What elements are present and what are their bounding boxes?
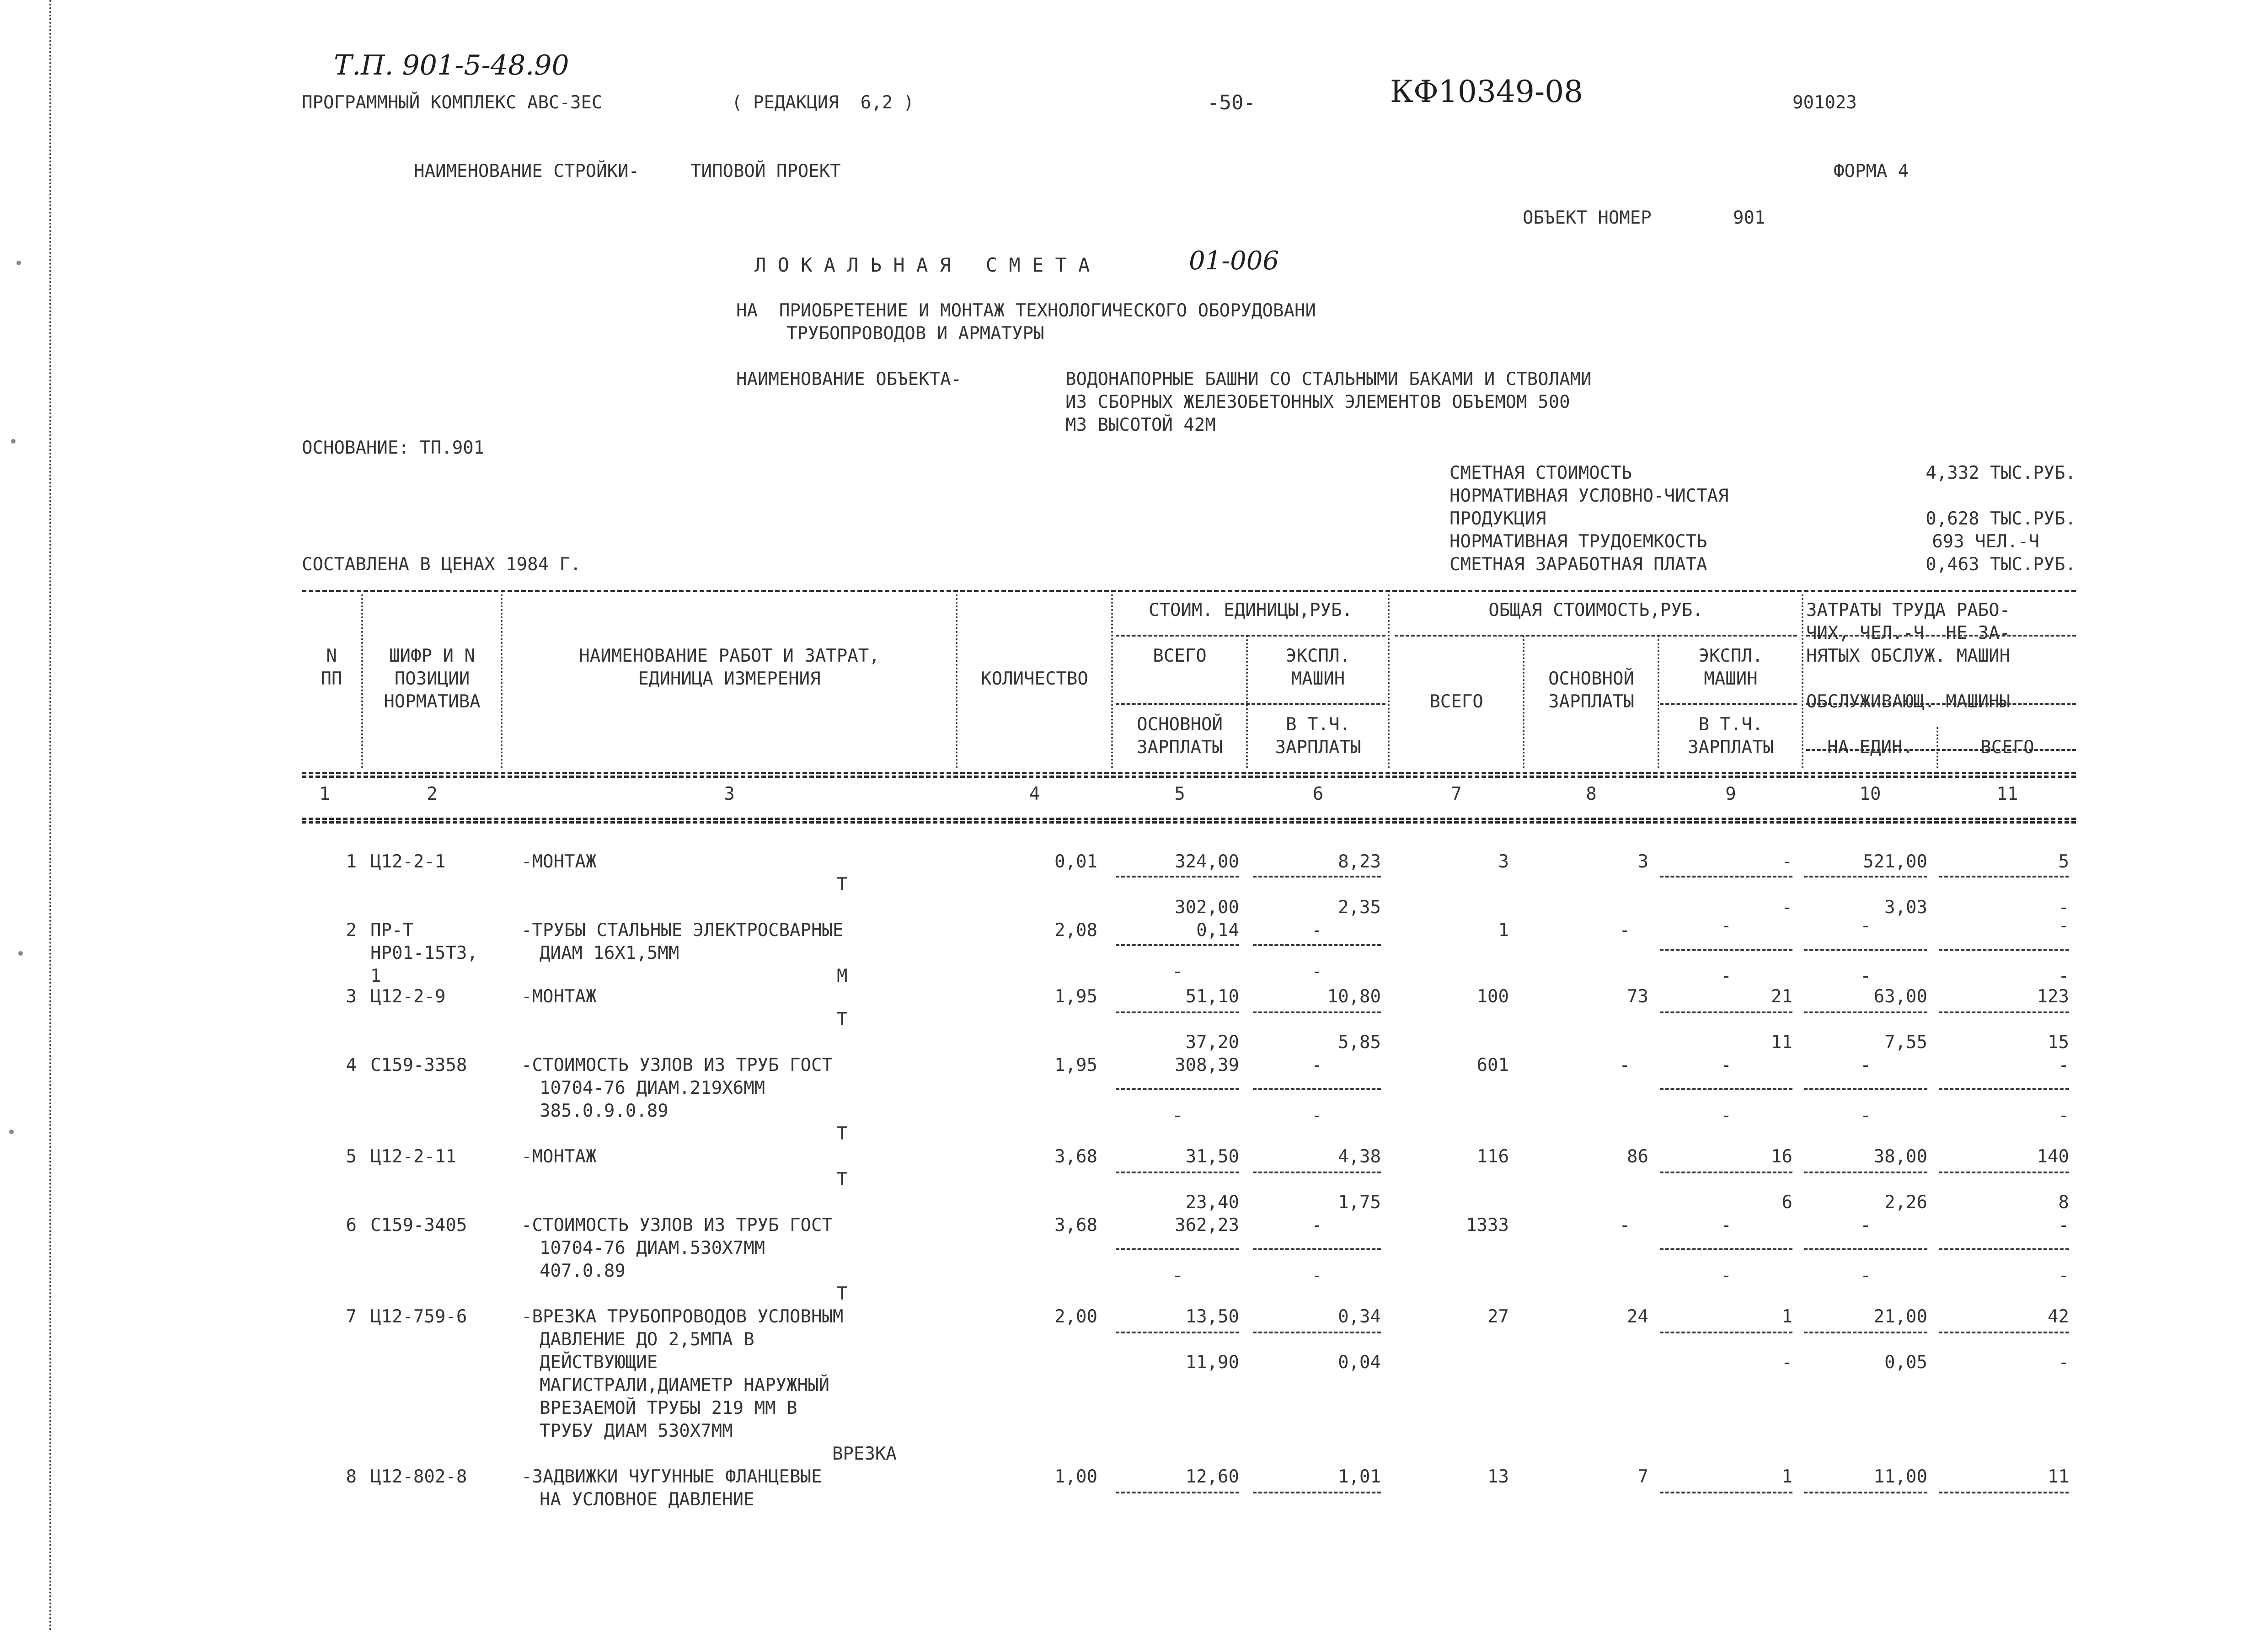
object-number-label: ОБЪЕКТ НОМЕР xyxy=(1523,208,1652,228)
row-unit-machines: - xyxy=(1311,1215,1322,1236)
row-unit-total: 324,00 xyxy=(1175,851,1239,872)
row-labor-machines-per-unit: 2,26 xyxy=(1884,1192,1927,1213)
row-quantity: 1,95 xyxy=(1054,1055,1097,1076)
row-labor-total: - xyxy=(2058,1215,2069,1236)
cell-rule xyxy=(1939,1088,2069,1090)
row-quantity: 3,68 xyxy=(1054,1146,1097,1167)
binding-line xyxy=(49,0,51,1632)
row-name-line5: ВРЕЗАЕМОЙ ТРУБЫ 219 ММ В xyxy=(540,1398,797,1418)
cell-rule xyxy=(1253,944,1381,946)
row-unit-machine-wage: - xyxy=(1311,1265,1322,1286)
row-total-machines: 21 xyxy=(1771,986,1792,1007)
row-total-machines: 1 xyxy=(1781,1466,1792,1487)
header-rule xyxy=(1116,703,1385,705)
column-separator xyxy=(361,594,363,768)
object-name-line2: ИЗ СБОРНЫХ ЖЕЛЕЗОБЕТОННЫХ ЭЛЕМЕНТОВ ОБЪЕМОМ 500 xyxy=(1065,392,1570,412)
row-unit-machine-wage: 2,35 xyxy=(1338,897,1381,918)
cell-rule xyxy=(1253,1172,1381,1173)
prices-basis: СОСТАВЛЕНА В ЦЕНАХ 1984 Г. xyxy=(302,554,581,575)
header-labor-total: ВСЕГО xyxy=(1980,737,2034,758)
column-number: 8 xyxy=(1586,784,1597,804)
row-total: 13 xyxy=(1487,1466,1509,1487)
summary-label: ПРОДУКЦИЯ xyxy=(1450,508,1546,529)
cell-rule xyxy=(1660,1492,1792,1493)
column-number: 11 xyxy=(1996,784,2018,804)
cell-rule xyxy=(1660,949,1792,951)
header-total-cost: ОБЩАЯ СТОИМОСТЬ,РУБ. xyxy=(1488,600,1703,621)
row-labor-machines-total: 8 xyxy=(2058,1192,2069,1213)
cell-rule xyxy=(1116,1011,1239,1013)
row-unit: Т xyxy=(837,1124,848,1144)
cell-rule xyxy=(1939,1248,2069,1250)
handwritten-reference: Т.П. 901-5-48.90 xyxy=(334,49,569,81)
header-total-machine-wage: ЗАРПЛАТЫ xyxy=(1688,737,1774,758)
row-name-line2: 10704-76 ДИАМ.530Х7ММ xyxy=(540,1238,765,1258)
cell-rule xyxy=(1939,1492,2069,1493)
row-total-machine-wage: 11 xyxy=(1771,1032,1792,1053)
header-unit-machine-wage: ЗАРПЛАТЫ xyxy=(1275,737,1361,758)
header-code: ПОЗИЦИИ xyxy=(394,669,470,689)
cell-rule xyxy=(1939,1172,2069,1173)
row-total-machine-wage: - xyxy=(1781,897,1792,918)
header-n-pp: N xyxy=(326,646,337,666)
row-total-machine-wage: 6 xyxy=(1781,1192,1792,1213)
cell-rule xyxy=(1116,1492,1239,1493)
column-number: 5 xyxy=(1174,784,1185,804)
row-unit-wage: - xyxy=(1172,961,1183,982)
cell-rule xyxy=(1660,876,1792,878)
row-name-line2: 10704-76 ДИАМ.219Х6ММ xyxy=(540,1078,765,1098)
row-name-line4: МАГИСТРАЛИ,ДИАМЕТР НАРУЖНЫЙ xyxy=(540,1375,829,1396)
column-number: 3 xyxy=(724,784,735,804)
row-total-machine-wage: - xyxy=(1721,1105,1732,1126)
row-name-line3: 407.0.89 xyxy=(540,1261,626,1281)
column-separator xyxy=(1802,594,1803,768)
row-total: 601 xyxy=(1476,1055,1509,1076)
header-rule xyxy=(1116,635,1385,637)
header-labor: ЧИХ, ЧЕЛ.-Ч НЕ ЗА- xyxy=(1806,623,2011,643)
row-total-wage: 24 xyxy=(1627,1306,1648,1327)
header-total-wage: ОСНОВНОЙ xyxy=(1548,669,1634,689)
row-name: -МОНТАЖ xyxy=(521,986,597,1007)
header-unit-machines: МАШИН xyxy=(1291,669,1345,689)
cell-rule xyxy=(1939,1011,2069,1013)
row-unit-wage: - xyxy=(1172,1265,1183,1286)
row-unit: М xyxy=(837,966,848,986)
row-unit-machines: 4,38 xyxy=(1338,1146,1381,1167)
row-total: 100 xyxy=(1476,986,1509,1007)
cell-rule xyxy=(1804,1172,1927,1173)
binding-mark xyxy=(16,261,21,265)
row-name: -МОНТАЖ xyxy=(521,851,597,872)
row-total-machines: 16 xyxy=(1771,1146,1792,1167)
row-unit-machines: 0,34 xyxy=(1338,1306,1381,1327)
row-total-machines: 1 xyxy=(1781,1306,1792,1327)
row-name-line3: ДЕЙСТВУЮЩИЕ xyxy=(540,1352,658,1373)
summary-label: СМЕТНАЯ СТОИМОСТЬ xyxy=(1450,463,1632,483)
row-name-line6: ТРУБУ ДИАМ 530Х7ММ xyxy=(540,1421,733,1441)
header-unit-wage: ЗАРПЛАТЫ xyxy=(1137,737,1223,758)
row-total-wage: - xyxy=(1619,920,1630,941)
summary-value: 4,332 ТЫС.РУБ. xyxy=(1926,463,2076,483)
header-rule xyxy=(1395,635,1797,637)
cell-rule xyxy=(1253,1248,1381,1250)
row-unit-total: 362,23 xyxy=(1175,1215,1239,1236)
object-name-label: НАИМЕНОВАНИЕ ОБЪЕКТА- xyxy=(736,369,962,390)
row-unit-machine-wage: 1,75 xyxy=(1338,1192,1381,1213)
row-labor-machines-total: - xyxy=(2058,897,2069,918)
column-separator xyxy=(501,594,503,768)
header-name: НАИМЕНОВАНИЕ РАБОТ И ЗАТРАТ, xyxy=(579,646,880,666)
header-total-machine-wage: В Т.Ч. xyxy=(1698,714,1763,735)
row-unit-wage: - xyxy=(1172,1105,1183,1126)
column-number: 2 xyxy=(427,784,438,804)
estimate-subject-line2: ТРУБОПРОВОДОВ И АРМАТУРЫ xyxy=(786,323,1044,344)
program-name: ПРОГРАММНЫЙ КОМПЛЕКС АВС-3ЕС xyxy=(302,92,603,113)
row-total: 1333 xyxy=(1466,1215,1509,1236)
cell-rule xyxy=(1116,1172,1239,1173)
row-name-line2: ДИАМ 16Х1,5ММ xyxy=(540,943,679,963)
row-total-wage: - xyxy=(1619,1055,1630,1076)
column-separator xyxy=(1936,727,1938,768)
row-labor-machines-per-unit: - xyxy=(1860,966,1871,986)
row-code: Ц12-2-9 xyxy=(370,986,446,1007)
row-unit-machines: 1,01 xyxy=(1338,1466,1381,1487)
row-labor-machines-per-unit: 3,03 xyxy=(1884,897,1927,918)
row-unit-machines: 10,80 xyxy=(1327,986,1381,1007)
binding-mark xyxy=(18,951,23,956)
estimate-title: Л О К А Л Ь Н А Я С М Е Т А xyxy=(754,254,1090,276)
row-number: 4 xyxy=(346,1055,357,1076)
column-number: 4 xyxy=(1029,784,1040,804)
row-total: 3 xyxy=(1498,851,1509,872)
column-number-rule xyxy=(302,821,2076,824)
row-unit-machines: - xyxy=(1311,1055,1322,1076)
row-quantity: 1,00 xyxy=(1054,1466,1097,1487)
row-unit-wage: 11,90 xyxy=(1185,1352,1239,1373)
row-labor-total: - xyxy=(2058,915,2069,936)
object-name-line3: М3 ВЫСОТОЙ 42М xyxy=(1065,415,1216,435)
row-code: Ц12-2-11 xyxy=(370,1146,456,1167)
header-code: ШИФР И N xyxy=(389,646,475,666)
row-code: С159-3405 xyxy=(370,1215,467,1236)
column-number: 10 xyxy=(1859,784,1881,804)
row-total: 27 xyxy=(1487,1306,1509,1327)
column-separator xyxy=(1523,636,1524,768)
summary-label: НОРМАТИВНАЯ ТРУДОЕМКОСТЬ xyxy=(1450,531,1707,552)
cell-rule xyxy=(1660,1088,1792,1090)
row-labor-per-unit: - xyxy=(1860,1055,1871,1076)
column-number: 1 xyxy=(319,784,330,804)
row-total: 116 xyxy=(1476,1146,1509,1167)
header-quantity: КОЛИЧЕСТВО xyxy=(981,669,1088,689)
row-total-machine-wage: - xyxy=(1781,1352,1792,1373)
basis: ОСНОВАНИЕ: ТП.901 xyxy=(302,438,485,458)
row-name-line3: 385.0.9.0.89 xyxy=(540,1101,669,1121)
row-number: 3 xyxy=(346,986,357,1007)
row-unit: ВРЕЗКА xyxy=(832,1444,897,1464)
program-edition: ( РЕДАКЦИЯ 6,2 ) xyxy=(732,92,915,113)
row-unit-machines: - xyxy=(1311,920,1322,941)
row-number: 5 xyxy=(346,1146,357,1167)
row-quantity: 2,00 xyxy=(1054,1306,1097,1327)
header-labor-sub: ОБСЛУЖИВАЮЩ. МАШИНЫ xyxy=(1806,691,2011,712)
row-unit-machines: 8,23 xyxy=(1338,851,1381,872)
row-name: -ВРЕЗКА ТРУБОПРОВОДОВ УСЛОВНЫМ xyxy=(521,1306,844,1327)
row-number: 7 xyxy=(346,1306,357,1327)
row-labor-total: 11 xyxy=(2048,1466,2069,1487)
column-separator xyxy=(1388,594,1390,768)
row-name-line2: НА УСЛОВНОЕ ДАВЛЕНИЕ xyxy=(540,1489,754,1510)
estimate-number: 01-006 xyxy=(1189,246,1279,276)
row-number: 2 xyxy=(346,920,357,941)
row-total-wage: 86 xyxy=(1627,1146,1648,1167)
header-per-unit: НА ЕДИН. xyxy=(1827,737,1913,758)
header-total-all: ВСЕГО xyxy=(1429,691,1483,712)
row-quantity: 0,01 xyxy=(1054,851,1097,872)
summary-label: СМЕТНАЯ ЗАРАБОТНАЯ ПЛАТА xyxy=(1450,554,1707,575)
cell-rule xyxy=(1804,1088,1927,1090)
row-unit-machine-wage: - xyxy=(1311,961,1322,982)
row-unit: Т xyxy=(837,1284,848,1304)
object-name-line1: ВОДОНАПОРНЫЕ БАШНИ СО СТАЛЬНЫМИ БАКАМИ И СТВОЛАМИ xyxy=(1065,369,1592,390)
row-labor-per-unit: 521,00 xyxy=(1863,851,1927,872)
row-unit-total: 51,10 xyxy=(1185,986,1239,1007)
document-number: 901023 xyxy=(1792,92,1857,113)
cell-rule xyxy=(1253,1088,1381,1090)
summary-value: 0,628 ТЫС.РУБ. xyxy=(1926,508,2076,529)
header-total-machines: ЭКСПЛ. xyxy=(1698,646,1763,666)
column-number: 7 xyxy=(1451,784,1462,804)
row-unit-machine-wage: 5,85 xyxy=(1338,1032,1381,1053)
summary-value: 0,463 ТЫС.РУБ. xyxy=(1926,554,2076,575)
header-bottom-rule xyxy=(302,776,2076,778)
object-number-value: 901 xyxy=(1733,208,1765,228)
cell-rule xyxy=(1660,1172,1792,1173)
row-labor-machines-total: - xyxy=(2058,966,2069,986)
row-number: 8 xyxy=(346,1466,357,1487)
cell-rule xyxy=(1660,1248,1792,1250)
column-number: 9 xyxy=(1725,784,1736,804)
row-labor-per-unit: 63,00 xyxy=(1873,986,1927,1007)
row-total-wage: - xyxy=(1619,1215,1630,1236)
row-unit-total: 308,39 xyxy=(1175,1055,1239,1076)
row-total-wage: 73 xyxy=(1627,986,1648,1007)
header-bottom-rule xyxy=(302,772,2076,774)
row-unit-total: 13,50 xyxy=(1185,1306,1239,1327)
cell-rule xyxy=(1939,1332,2069,1333)
row-unit: Т xyxy=(837,1169,848,1190)
row-code: Ц12-2-1 xyxy=(370,851,446,872)
row-labor-total: 123 xyxy=(2037,986,2069,1007)
row-number: 1 xyxy=(346,851,357,872)
row-unit-machine-wage: - xyxy=(1311,1105,1322,1126)
row-name: -СТОИМОСТЬ УЗЛОВ ИЗ ТРУБ ГОСТ xyxy=(521,1215,833,1236)
handwritten-code: КФ10349-08 xyxy=(1390,74,1583,109)
header-rule xyxy=(1660,703,1797,705)
row-labor-per-unit: - xyxy=(1860,915,1871,936)
cell-rule xyxy=(1253,876,1381,878)
row-total-machines: - xyxy=(1781,851,1792,872)
construction-label: НАИМЕНОВАНИЕ СТРОЙКИ- xyxy=(414,161,640,182)
row-total-machine-wage: - xyxy=(1721,966,1732,986)
cell-rule xyxy=(1804,1248,1927,1250)
column-number: 6 xyxy=(1312,784,1324,804)
row-labor-per-unit: 38,00 xyxy=(1873,1146,1927,1167)
cell-rule xyxy=(1804,876,1927,878)
column-separator xyxy=(956,594,957,768)
cell-rule xyxy=(1116,1332,1239,1333)
row-code: Ц12-802-8 xyxy=(370,1466,467,1487)
row-code-line3: 1 xyxy=(370,966,381,986)
row-labor-per-unit: - xyxy=(1860,1215,1871,1236)
cell-rule xyxy=(1116,1088,1239,1090)
row-unit: Т xyxy=(837,1009,848,1030)
summary-value: 693 ЧЕЛ.-Ч xyxy=(1932,531,2039,552)
header-unit-wage: ОСНОВНОЙ xyxy=(1137,714,1223,735)
header-labor: НЯТЫХ ОБСЛУЖ. МАШИН xyxy=(1806,646,2011,666)
row-total-wage: 7 xyxy=(1637,1466,1648,1487)
row-total-machines: - xyxy=(1721,915,1732,936)
row-name-line2: ДАВЛЕНИЕ ДО 2,5МПА В xyxy=(540,1329,754,1350)
cell-rule xyxy=(1804,1332,1927,1333)
page-number: -50- xyxy=(1207,91,1256,114)
row-code: Ц12-759-6 xyxy=(370,1306,467,1327)
cell-rule xyxy=(1253,1492,1381,1493)
row-unit-total: 31,50 xyxy=(1185,1146,1239,1167)
cell-rule xyxy=(1116,876,1239,878)
cell-rule xyxy=(1939,876,2069,878)
row-code: ПР-Т xyxy=(370,920,413,941)
row-code: С159-3358 xyxy=(370,1055,467,1076)
row-code-line2: НР01-15Т3, xyxy=(370,943,478,963)
row-quantity: 2,08 xyxy=(1054,920,1097,941)
row-name: -ТРУБЫ СТАЛЬНЫЕ ЭЛЕКТРОСВАРНЫЕ xyxy=(521,920,844,941)
header-unit-machines: ЭКСПЛ. xyxy=(1286,646,1350,666)
row-quantity: 1,95 xyxy=(1054,986,1097,1007)
row-labor-per-unit: 21,00 xyxy=(1873,1306,1927,1327)
cell-rule xyxy=(1116,944,1239,946)
row-labor-total: - xyxy=(2058,1055,2069,1076)
row-total-machines: - xyxy=(1721,1215,1732,1236)
row-total-machines: - xyxy=(1721,1055,1732,1076)
row-name: -ЗАДВИЖКИ ЧУГУННЫЕ ФЛАНЦЕВЫЕ xyxy=(521,1466,822,1487)
row-unit: Т xyxy=(837,874,848,895)
row-unit-machine-wage: 0,04 xyxy=(1338,1352,1381,1373)
row-labor-machines-total: - xyxy=(2058,1265,2069,1286)
column-separator xyxy=(1658,636,1659,768)
row-total: 1 xyxy=(1498,920,1509,941)
cell-rule xyxy=(1253,1332,1381,1333)
cell-rule xyxy=(1660,1332,1792,1333)
estimate-subject-line1: НА ПРИОБРЕТЕНИЕ И МОНТАЖ ТЕХНОЛОГИЧЕСКОГО ОБОРУДОВАНИ xyxy=(736,300,1316,321)
row-labor-machines-per-unit: - xyxy=(1860,1265,1871,1286)
row-name: -СТОИМОСТЬ УЗЛОВ ИЗ ТРУБ ГОСТ xyxy=(521,1055,833,1076)
row-unit-total: 0,14 xyxy=(1196,920,1239,941)
table-top-rule xyxy=(302,590,2076,592)
summary-label: НОРМАТИВНАЯ УСЛОВНО-ЧИСТАЯ xyxy=(1450,486,1729,506)
row-unit-total: 12,60 xyxy=(1185,1466,1239,1487)
row-labor-total: 5 xyxy=(2058,851,2069,872)
row-labor-total: 140 xyxy=(2037,1146,2069,1167)
row-unit-wage: 302,00 xyxy=(1175,897,1239,918)
column-separator xyxy=(1111,594,1113,768)
header-unit-machine-wage: В Т.Ч. xyxy=(1286,714,1350,735)
row-labor-total: 42 xyxy=(2048,1306,2069,1327)
header-unit-cost: СТОИМ. ЕДИНИЦЫ,РУБ. xyxy=(1148,600,1353,621)
column-separator xyxy=(1246,636,1248,768)
row-labor-machines-total: - xyxy=(2058,1352,2069,1373)
row-unit-wage: 23,40 xyxy=(1185,1192,1239,1213)
cell-rule xyxy=(1804,1011,1927,1013)
row-labor-machines-total: 15 xyxy=(2048,1032,2069,1053)
row-labor-machines-per-unit: 0,05 xyxy=(1884,1352,1927,1373)
cell-rule xyxy=(1804,1492,1927,1493)
header-total-wage: ЗАРПЛАТЫ xyxy=(1548,691,1634,712)
cell-rule xyxy=(1939,949,2069,951)
construction-value: ТИПОВОЙ ПРОЕКТ xyxy=(690,161,841,182)
column-number-rule xyxy=(302,818,2076,820)
row-number: 6 xyxy=(346,1215,357,1236)
header-n-pp: ПП xyxy=(321,669,342,689)
header-total-machines: МАШИН xyxy=(1704,669,1758,689)
form-label: ФОРМА 4 xyxy=(1834,161,1909,182)
header-unit-total: ВСЕГО xyxy=(1153,646,1207,666)
row-labor-machines-total: - xyxy=(2058,1105,2069,1126)
row-labor-machines-per-unit: 7,55 xyxy=(1884,1032,1927,1053)
cell-rule xyxy=(1804,949,1927,951)
row-total-wage: 3 xyxy=(1637,851,1648,872)
cell-rule xyxy=(1253,1011,1381,1013)
row-total-machine-wage: - xyxy=(1721,1265,1732,1286)
row-labor-per-unit: 11,00 xyxy=(1873,1466,1927,1487)
row-quantity: 3,68 xyxy=(1054,1215,1097,1236)
cell-rule xyxy=(1660,1011,1792,1013)
row-unit-wage: 37,20 xyxy=(1185,1032,1239,1053)
row-name: -МОНТАЖ xyxy=(521,1146,597,1167)
header-code: НОРМАТИВА xyxy=(384,691,481,712)
binding-mark xyxy=(11,439,16,444)
header-labor: ЗАТРАТЫ ТРУДА РАБО- xyxy=(1806,600,2011,621)
cell-rule xyxy=(1116,1248,1239,1250)
row-labor-machines-per-unit: - xyxy=(1860,1105,1871,1126)
binding-mark xyxy=(9,1129,14,1134)
header-name: ЕДИНИЦА ИЗМЕРЕНИЯ xyxy=(638,669,821,689)
